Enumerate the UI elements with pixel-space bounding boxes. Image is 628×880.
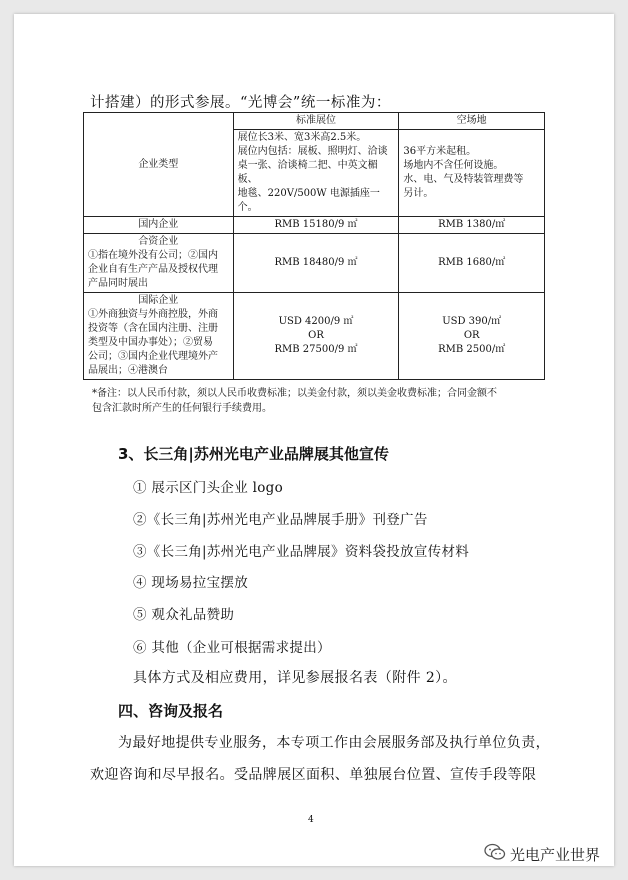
table-header-row <box>84 113 545 130</box>
list-item: ④ 现场易拉宝摆放 <box>133 575 248 591</box>
desc-line: 展位内包括：展板、照明灯、洽谈 <box>237 146 388 157</box>
desc-line: 另计。 <box>403 188 434 199</box>
fee-table <box>83 112 545 380</box>
body-line: 为最好地提供专业服务，本专项工作由会展服务部及执行单位负责， <box>118 735 550 751</box>
price-line: USD 390/㎡ <box>442 316 502 327</box>
type-line: 企业自有生产产品及授权代理 <box>88 264 218 275</box>
type-line: 投资等（含在国内注册、注册 <box>88 323 218 334</box>
table-row-domestic <box>84 217 545 234</box>
list-item: ⑥ 其他（企业可根据需求提出） <box>133 640 331 656</box>
body-line: 欢迎咨询和尽早报名。受品牌展区面积、单独展台位置、宣传手段等限 <box>90 767 537 783</box>
desc-line: 地毯、220V/500W 电源插座一个。 <box>237 188 380 213</box>
raw-space-desc <box>399 130 545 217</box>
desc-line: 展位长3米、宽3米高2.5米。 <box>237 132 367 143</box>
price-line: USD 4200/9 ㎡ <box>278 316 354 327</box>
type-line: 产品同时展出 <box>88 278 148 289</box>
watermark <box>484 843 600 865</box>
space-price-cell: RMB 1680/㎡ <box>399 234 545 293</box>
list-item: ②《长三角|苏州光电产业品牌展手册》刊登广告 <box>133 512 428 528</box>
note-line: *备注：以人民币付款，须以人民币收费标准；以美金付款，须以美金收费标准；合同金额不 <box>92 388 497 399</box>
type-line: 公司；③国内企业代理境外产 <box>88 351 218 362</box>
type-cell <box>84 234 234 293</box>
header-raw-space: 空场地 <box>399 113 545 130</box>
wechat-icon <box>484 843 506 865</box>
desc-line: 36平方米起租。 <box>403 146 477 157</box>
section3-detail: 具体方式及相应费用，详见参展报名表（附件 2）。 <box>133 670 457 686</box>
watermark-text: 光电产业世界 <box>510 845 601 864</box>
type-title: 合资企业 <box>138 236 179 247</box>
std-price-cell <box>233 293 399 380</box>
type-line: ①外商独资与外商控股，外商 <box>88 309 218 320</box>
page-number: 4 <box>308 815 314 825</box>
desc-line: 桌一张、洽谈椅二把、中英文楣板、 <box>237 160 378 185</box>
space-price-cell <box>399 293 545 380</box>
type-cell <box>84 293 234 380</box>
price-line: RMB 2500/㎡ <box>438 344 506 355</box>
lead-line: 计搭建）的形式参展。“光博会”统一标准为： <box>90 95 391 111</box>
note-line: 包含汇款时所产生的任何银行手续费用。 <box>92 403 272 414</box>
price-or: OR <box>308 330 324 341</box>
standard-booth-desc <box>233 130 399 217</box>
std-price-cell: RMB 15180/9 ㎡ <box>233 217 399 234</box>
list-item: ⑤ 观众礼品赞助 <box>133 607 235 623</box>
desc-line: 场地内不含任何设施。 <box>403 160 504 171</box>
type-title: 国际企业 <box>138 295 179 306</box>
type-line: 类型及中国办事处）；②贸易 <box>88 337 213 348</box>
header-standard-booth: 标准展位 <box>233 113 399 130</box>
section3-heading: 3、长三角|苏州光电产业品牌展其他宣传 <box>118 445 389 463</box>
type-cell: 国内企业 <box>84 217 234 234</box>
desc-line: 水、电、气及特装管理费等 <box>403 174 524 185</box>
type-line: ①指在境外没有公司；②国内 <box>88 250 218 261</box>
type-line: 品展出；④港澳台 <box>88 365 168 376</box>
std-price-cell: RMB 18480/9 ㎡ <box>233 234 399 293</box>
price-line: RMB 27500/9 ㎡ <box>274 344 358 355</box>
list-item: ① 展示区门头企业 logo <box>133 480 283 496</box>
table-row-international <box>84 293 545 380</box>
list-item: ③《长三角|苏州光电产业品牌展》资料袋投放宣传材料 <box>133 544 470 560</box>
section4-heading: 四、咨询及报名 <box>118 702 224 720</box>
space-price-cell: RMB 1380/㎡ <box>399 217 545 234</box>
price-or: OR <box>463 330 480 341</box>
header-company-type: 企业类型 <box>84 113 234 217</box>
table-note <box>92 386 544 416</box>
table-row-joint-venture <box>84 234 545 293</box>
